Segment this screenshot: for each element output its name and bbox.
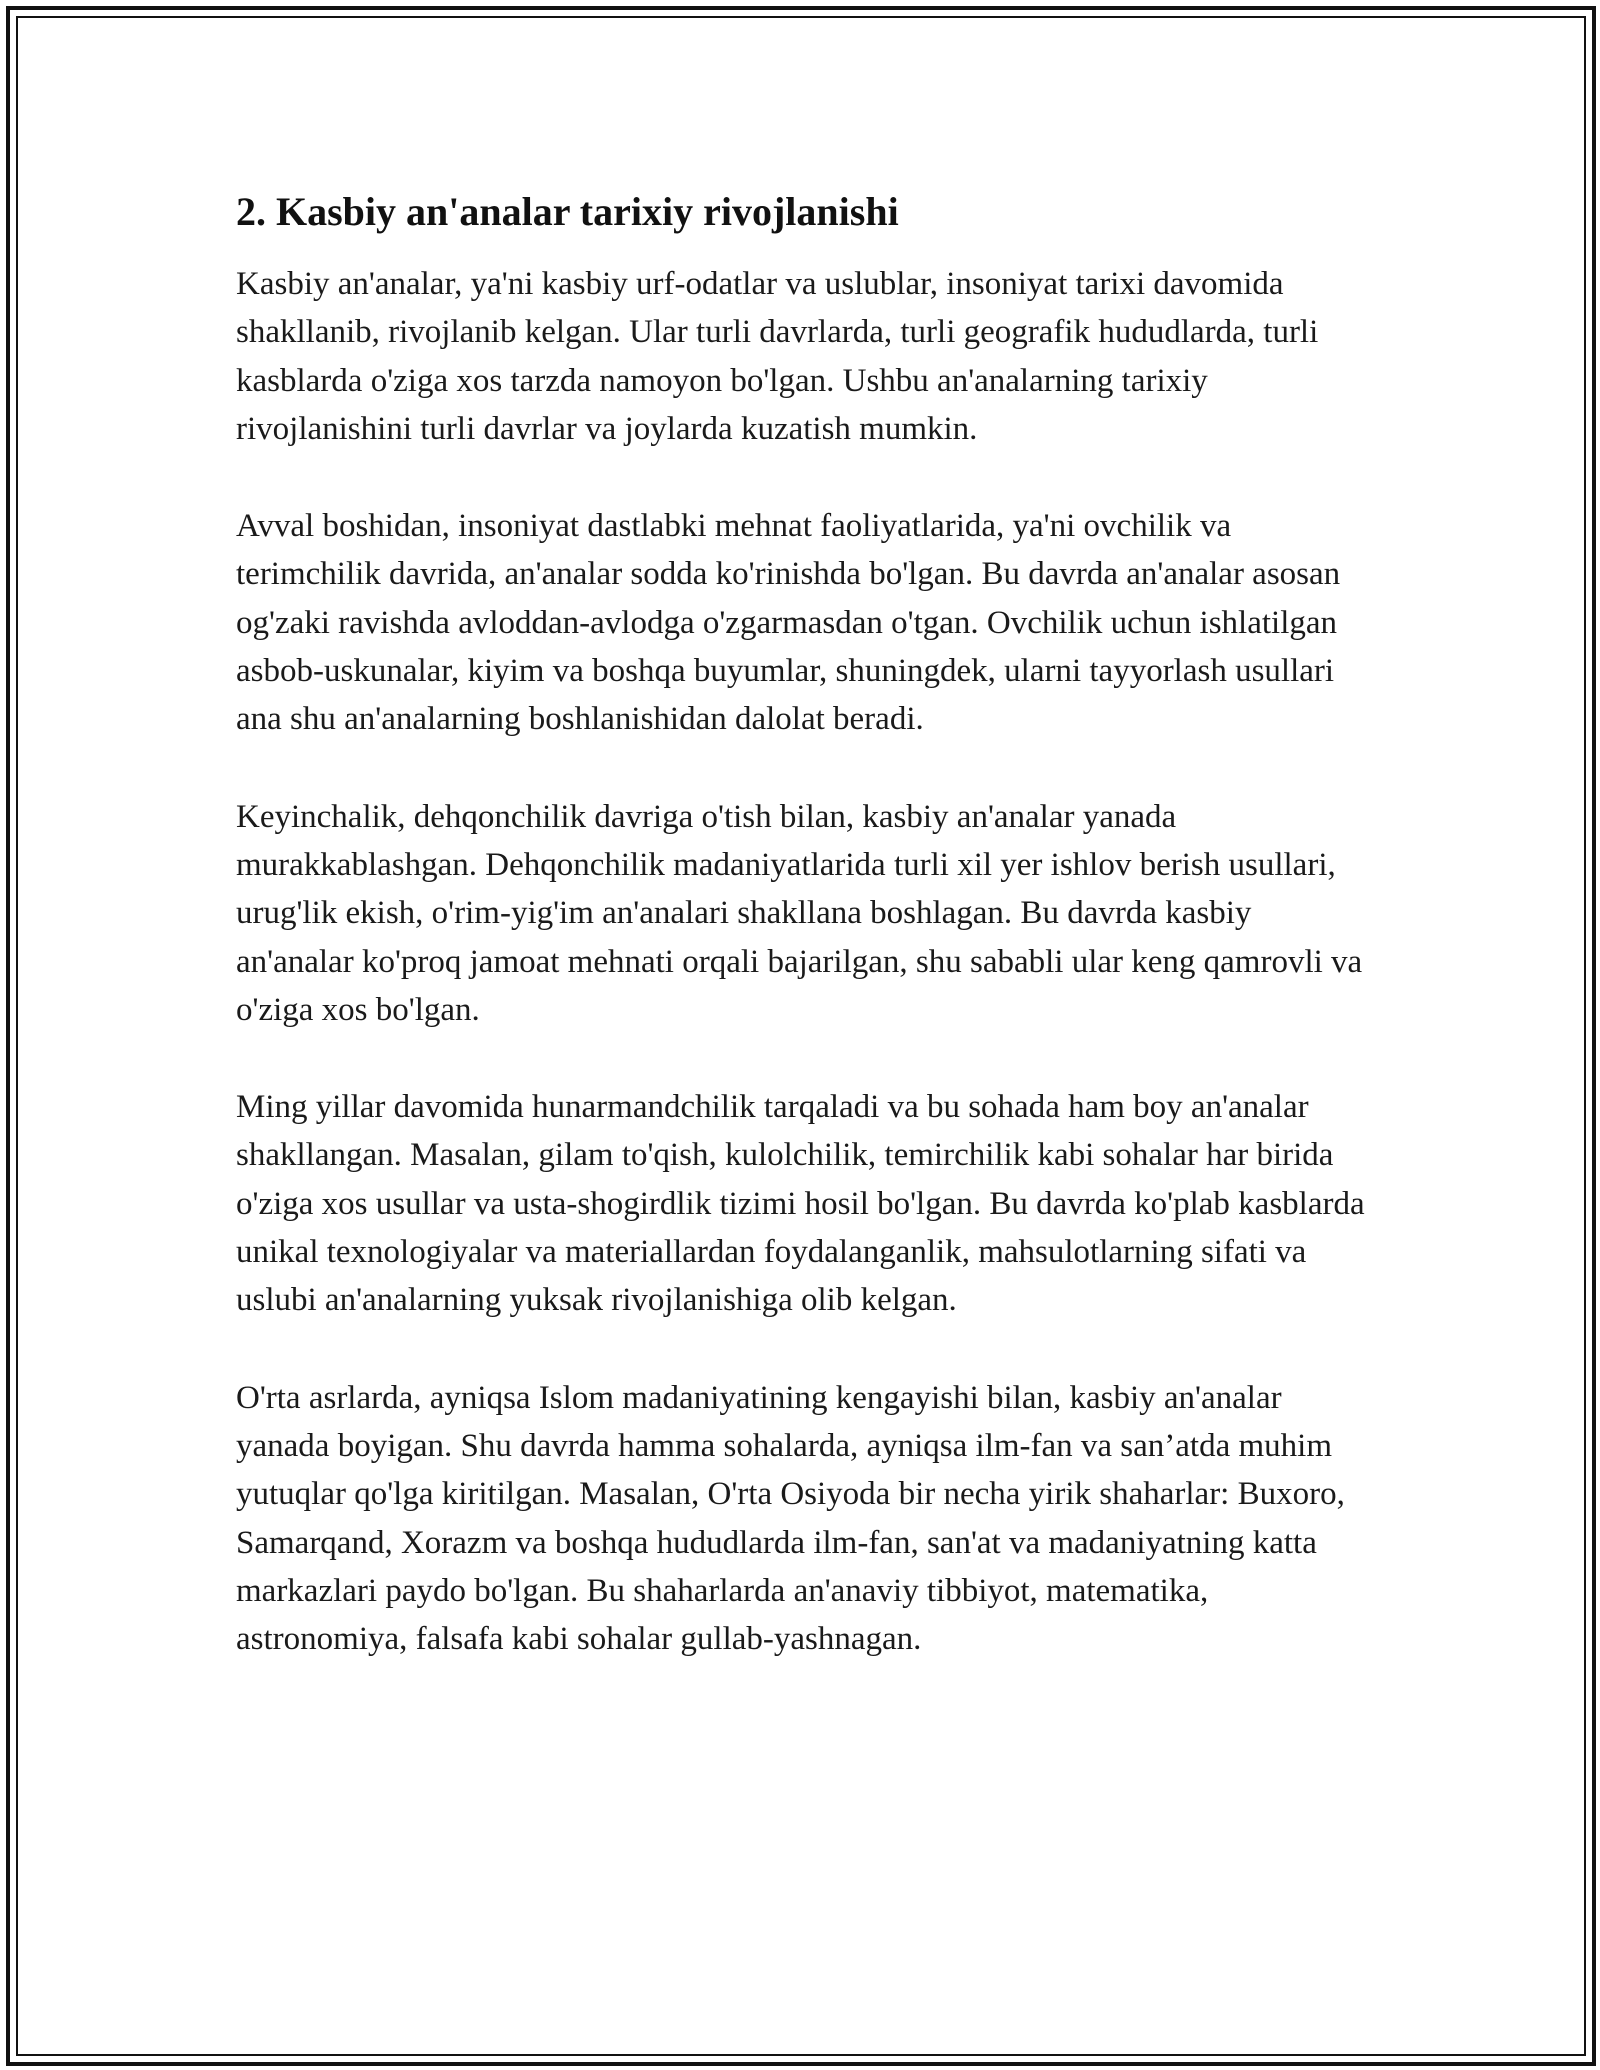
section-heading: 2. Kasbiy an'analar tarixiy rivojlanishi (236, 189, 899, 234)
paragraph-2: Avval boshidan, insoniyat dastlabki mehnat faoliyatlarida, ya'ni ovchilik va terimchilik davrida, an'analar sodda ko'rinishda bo'lgan. Bu davrda an'analar asosan og'zaki ravishda avloddan-avlodga o'zgarmasdan o'tgan. Ovchilik uchun ishlatilgan asbob-uskunalar, kiyim va boshqa buyumlar, shuningdek, ularni tayyorlash usullari ana shu an'analarning boshlanishidan dalolat beradi. (236, 508, 1341, 738)
document-body (236, 186, 1366, 1712)
paragraph-3: Keyinchalik, dehqonchilik davriga o'tish bilan, kasbiy an'analar yanada murakkablashgan. Dehqonchilik madaniyatlarida turli xil yer ishlov berish usullari, urug'lik ekish, o'rim-yig'im an'analari shakllana boshlagan. Bu davrda kasbiy an'analar ko'proq jamoat mehnati orqali bajarilgan, shu sababli ular keng qamrovli va o'ziga xos bo'lgan. (236, 798, 1363, 1028)
paragraph-1: Kasbiy an'analar, ya'ni kasbiy urf-odatlar va uslublar, insoniyat tarixi davomida shakllanib, rivojlanib kelgan. Ular turli davrlarda, turli geografik hududlarda, turli kasblarda o'ziga xos tarzda namoyon bo'lgan. Ushbu an'analarning tarixiy rivojlanishini turli davrlar va joylarda kuzatish mumkin. (236, 266, 1319, 447)
paragraph-4: Ming yillar davomida hunarmandchilik tarqaladi va bu sohada ham boy an'analar shakllangan. Masalan, gilam to'qish, kulolchilik, temirchilik kabi sohalar har birida o'ziga xos usullar va usta-shogirdlik tizimi hosil bo'lgan. Bu davrda ko'plab kasblarda unikal texnologiyalar va materiallardan foydalanganlik, mahsulotlarning sifati va uslubi an'analarning yuksak rivojlanishiga olib kelgan. (236, 1089, 1365, 1319)
paragraph-5: O'rta asrlarda, ayniqsa Islom madaniyatining kengayishi bilan, kasbiy an'analar yanada boyigan. Shu davrda hamma sohalarda, ayniqsa ilm-fan va san’atda muhim yutuqlar qo'lga kiritilgan. Masalan, O'rta Osiyoda bir necha yirik shaharlar: Buxoro, Samarqand, Xorazm va boshqa hududlarda ilm-fan, san'at va madaniyatning katta markazlari paydo bo'lgan. Bu shaharlarda an'anaviy tibbiyot, matematika, astronomiya, falsafa kabi sohalar gullab-yashnagan. (236, 1379, 1345, 1658)
